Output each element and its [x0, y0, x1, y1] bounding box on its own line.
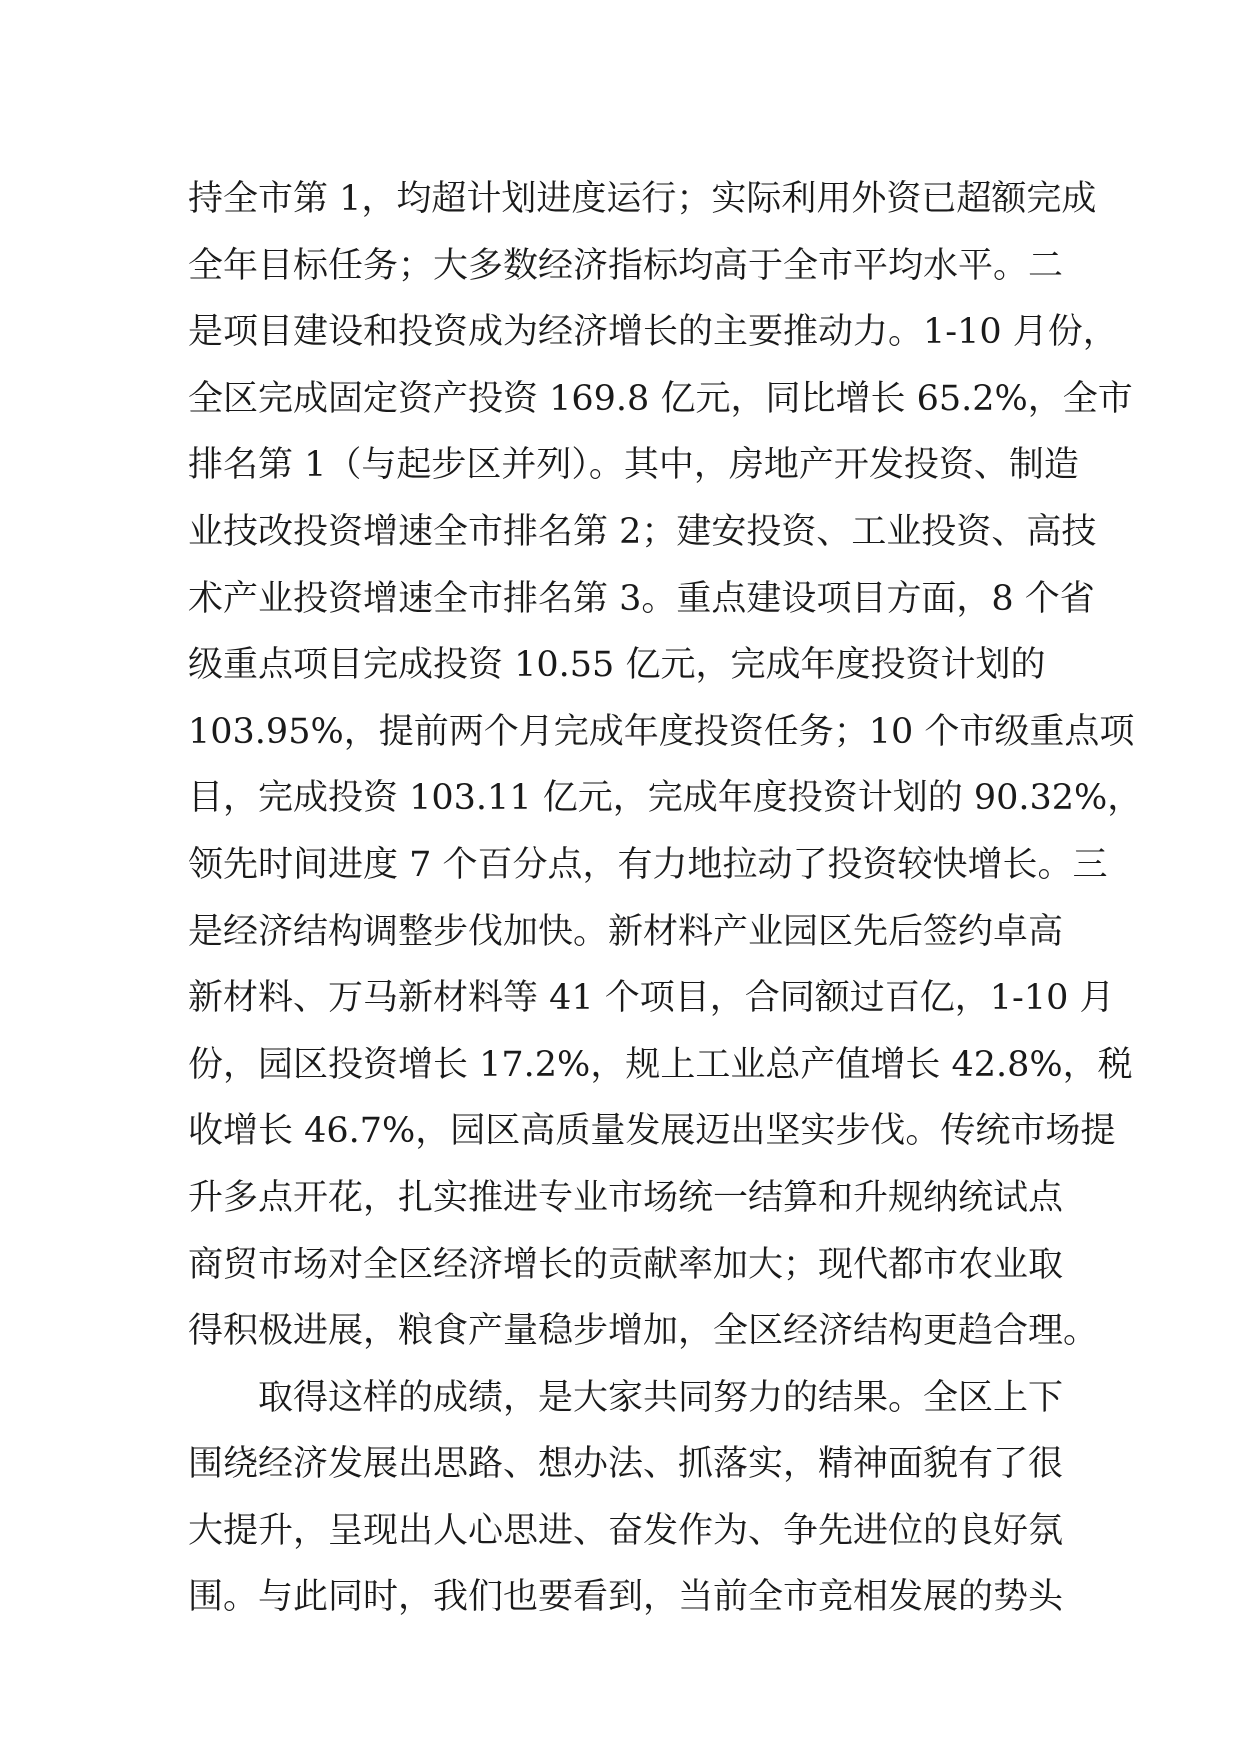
text-line: 商贸市场对全区经济增长的贡献率加大；现代都市农业取 — [188, 1244, 1064, 1285]
text-line: 术产业投资增速全市排名第 3。重点建设项目方面，8 个省 — [188, 578, 1095, 619]
text-line: 围绕经济发展出思路、想办法、抓落实，精神面貌有了很 — [188, 1444, 1064, 1485]
text-line: 是经济结构调整步伐加快。新材料产业园区先后签约卓高 — [188, 911, 1064, 952]
text-line: 是项目建设和投资成为经济增长的主要推动力。1-10 月份， — [188, 312, 1118, 353]
text-line: 围。与此同时，我们也要看到，当前全市竞相发展的势头 — [188, 1577, 1064, 1618]
text-line: 全年目标任务；大多数经济指标均高于全市平均水平。二 — [188, 245, 1064, 286]
text-line: 全区完成固定资产投资 169.8 亿元，同比增长 65.2%，全市 — [188, 378, 1133, 419]
paragraph-1 — [188, 166, 1143, 1365]
text-line: 业技改投资增速全市排名第 2；建安投资、工业投资、高技 — [188, 511, 1097, 552]
text-line: 升多点开花，扎实推进专业市场统一结算和升规纳统试点 — [188, 1177, 1064, 1218]
text-line: 份，园区投资增长 17.2%，规上工业总产值增长 42.8%，税 — [188, 1044, 1133, 1085]
text-line: 排名第 1（与起步区并列）。其中，房地产开发投资、制造 — [188, 445, 1079, 486]
text-line: 大提升，呈现出人心思进、奋发作为、争先进位的良好氛 — [188, 1510, 1064, 1551]
text-line: 级重点项目完成投资 10.55 亿元，完成年度投资计划的 — [188, 645, 1046, 686]
text-line: 取得这样的成绩，是大家共同努力的结果。全区上下 — [258, 1377, 1064, 1418]
paragraph-2 — [188, 1365, 1068, 1631]
text-line: 持全市第 1，均超计划进度运行；实际利用外资已超额完成 — [188, 179, 1097, 219]
body-text — [188, 166, 1143, 1631]
text-line: 103.95%，提前两个月完成年度投资任务；10 个市级重点项 — [188, 711, 1135, 752]
text-line: 得积极进展，粮食产量稳步增加，全区经济结构更趋合理。 — [188, 1311, 1099, 1352]
text-line: 新材料、万马新材料等 41 个项目，合同额过百亿，1-10 月 — [188, 978, 1115, 1019]
text-line: 目，完成投资 103.11 亿元，完成年度投资计划的 90.32%， — [188, 778, 1143, 819]
text-line: 收增长 46.7%，园区高质量发展迈出坚实步伐。传统市场提 — [188, 1111, 1116, 1152]
text-line: 领先时间进度 7 个百分点，有力地拉动了投资较快增长。三 — [188, 844, 1108, 885]
